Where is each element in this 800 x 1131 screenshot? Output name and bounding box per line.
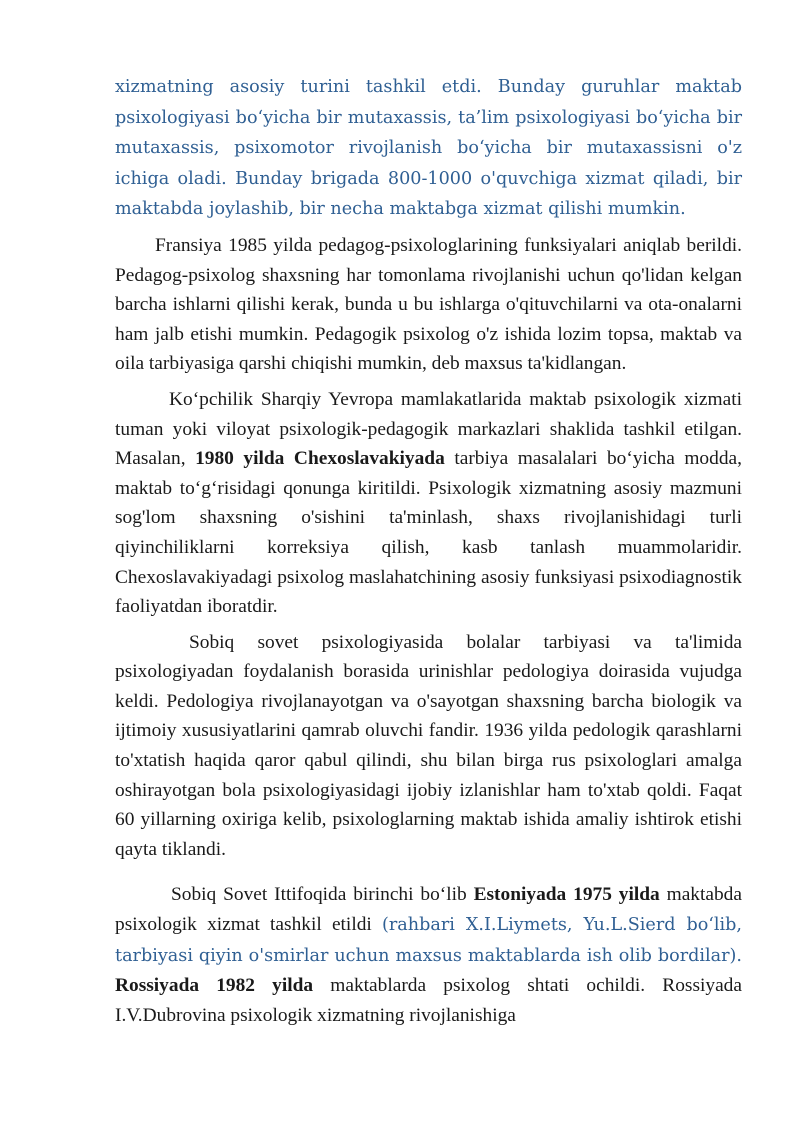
paragraph-1: [115, 72, 742, 225]
paragraph-5-text-c: maktabda psixologik xizmat tashkil etildi: [115, 884, 742, 936]
paragraph-3-text-c: tarbiya masalalari bo‘yicha modda, maktab to‘g‘risidagi qonunga kiritildi. Psixologik xizmatning asosiy mazmuni sog'lom shaxsning o'sishini ta'minlash, shaxs rivojlanishidagi turli qiyinchiliklarni korreksiya qilish, kasb tanlash muammolaridir. Chexoslavakiyadagi psixolog maslahatchining asosiy funksiyasi psixodiagnostik faoliyatdan iboratdir.: [115, 448, 742, 618]
paragraph-5-bold-estonia: Estoniyada 1975 yilda: [473, 884, 660, 906]
paragraph-2-text: Fransiya 1985 yilda pedagog-psixologlarining funksiyalari aniqlab berildi. Pedagog-psixolog shaxsning har tomonlama rivojlanishi uchun qo'lidan kelgan barcha ishlarni qilishi kerak, bunda u bu ishlarga o'qituvchilarni va ota-onalarni ham jalb etishi mumkin. Pedagogik psixolog o'z ishida lozim topsa, maktab va oila tarbiyasiga qarshi chiqishi mumkin, deb maxsus ta'kidlangan.: [115, 234, 742, 375]
paragraph-5-blue-note: (rahbari X.I.Liymets, Yu.L.Sierd bo‘lib, tarbiyasi qiyin o'smirlar uchun maxsus maktablarda ish olib bordilar).: [115, 915, 743, 966]
paragraph-5-text-g: maktablarda psixolog shtati ochildi. Rossiyada I.V.Dubrovina psixologik xizmatning rivojlanishiga: [115, 975, 742, 1026]
paragraph-5-text-a: Sobiq Sovet Ittifoqida birinchi bo‘lib: [171, 884, 474, 906]
paragraph-3: [115, 385, 742, 622]
paragraph-3-text-a: Ko‘pchilik Sharqiy Yevropa mamlakatlarida maktab psixologik xizmati tuman yoki viloyat psixologik-pedagogik markazlari shaklida tashkil etilgan. Masalan,: [115, 388, 742, 470]
paragraph-2: [115, 231, 742, 379]
paragraph-5: [115, 880, 742, 1030]
paragraph-3-bold: 1980 yilda Chexoslavakiyada: [195, 448, 445, 470]
document-page: [115, 72, 742, 1030]
paragraph-1-text: xizmatning asosiy turini tashkil etdi. Bunday guruhlar maktab psixologiyasi bo‘yicha bir mutaxassis, ta’lim psixologiyasi bo‘yicha bir mutaxassis, psixomotor rivojlanish bo‘yicha bir mutaxassisni o'z ichiga oladi. Bunday brigada 800-1000 o'quvchiga xizmat qiladi, bir maktabda joylashib, bir necha maktabga xizmat qilishi mumkin.: [115, 77, 742, 220]
paragraph-4: [115, 628, 742, 865]
paragraph-5-bold-russia: Rossiyada 1982 yilda: [115, 975, 314, 997]
paragraph-4-text: Sobiq sovet psixologiyasida bolalar tarbiyasi va ta'limida psixologiyadan foydalanish borasida urinishlar pedologiya doirasida vujudga keldi. Pedologiya rivojlanayotgan va o'sayotgan shaxsning barcha biologik va ijtimoiy xususiyatlarini qamrab oluvchi fandir. 1936 yilda pedologik qarashlarni to'xtatish haqida qaror qabul qilindi, shu bilan birga rus psixologlari amalga oshirayotgan bola psixologiyasidagi ijobiy izlanishlar ham to'xtab qoldi. Faqat 60 yillarning oxiriga kelib, psixologlarning maktab ishida amaliy ishtirok etishi qayta tiklandi.: [115, 631, 742, 860]
